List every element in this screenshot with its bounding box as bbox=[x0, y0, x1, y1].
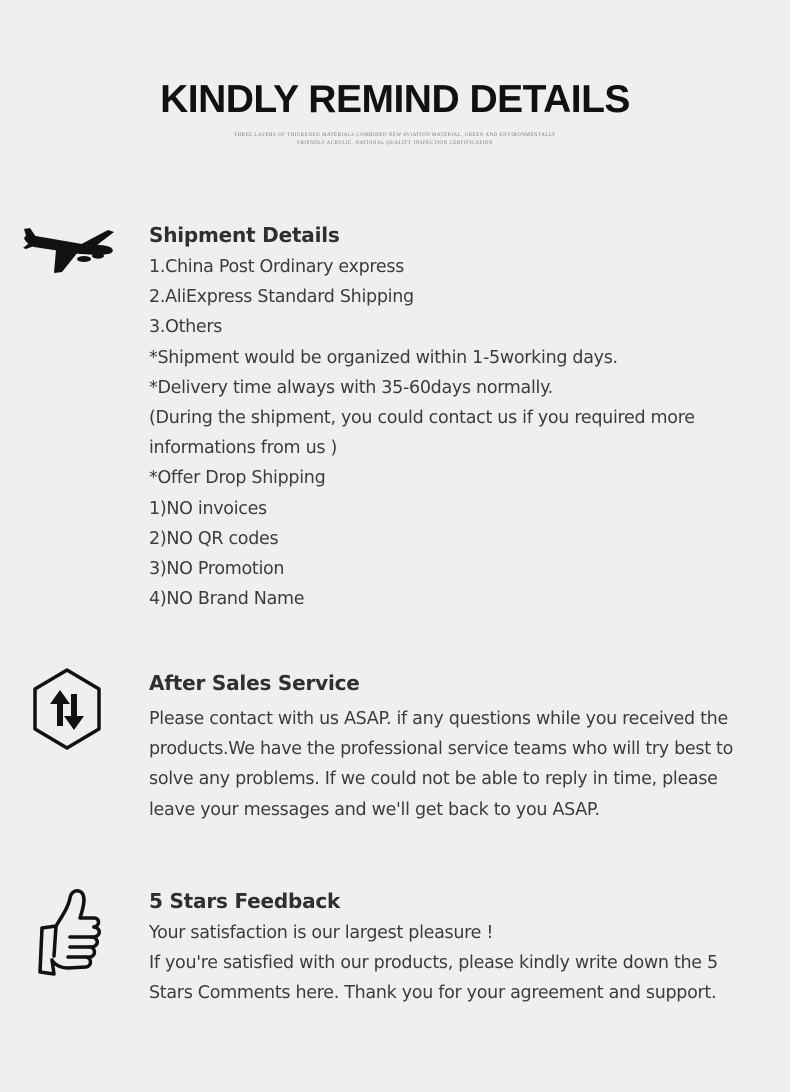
text-line: Your satisfaction is our largest pleasure ! bbox=[149, 923, 494, 943]
list-item: 3.Others bbox=[149, 317, 223, 338]
feedback-text bbox=[149, 918, 769, 1009]
shipment-details-list bbox=[149, 252, 769, 614]
text-line: leave your messages and we'll get back to you ASAP. bbox=[149, 799, 600, 820]
text-line: Please contact with us ASAP. if any questions while you received the bbox=[149, 709, 728, 729]
list-item: 2.AliExpress Standard Shipping bbox=[149, 287, 414, 308]
text-line: If you're satisfied with our products, please kindly write down the 5 bbox=[149, 953, 718, 974]
shipment-details-section bbox=[149, 220, 769, 614]
list-item: 2)NO QR codes bbox=[149, 528, 279, 549]
text-line: solve any problems. If we could not be able to reply in time, please bbox=[149, 769, 718, 790]
list-item: 1.China Post Ordinary express bbox=[149, 257, 405, 277]
list-item: *Delivery time always with 35-60days normally. bbox=[149, 377, 553, 398]
list-item: 1)NO invoices bbox=[149, 498, 267, 519]
list-item: 3)NO Promotion bbox=[149, 559, 285, 580]
subtitle-line: THREE LAYERS OF THICKENED MATERIALS COMBINED NEW AVIATION MATERIAL, GREEN AND ENVIRONMENTALLY bbox=[233, 133, 557, 138]
list-item: informations from us ) bbox=[149, 438, 337, 459]
list-item: (During the shipment, you could contact us if you required more bbox=[149, 408, 695, 429]
thumbs-up-icon bbox=[34, 886, 102, 984]
page-subtitle bbox=[215, 132, 575, 148]
shipment-details-heading: Shipment Details bbox=[149, 223, 340, 247]
airplane-icon bbox=[22, 226, 116, 276]
list-item: *Shipment would be organized within 1-5working days. bbox=[149, 347, 618, 368]
list-item: *Offer Drop Shipping bbox=[149, 468, 326, 489]
after-sales-section bbox=[149, 668, 769, 825]
subtitle-line: FRIENDLY ACRYLIC, NATIONAL QUALITY INSPECTION CERTIFICATION bbox=[297, 141, 493, 146]
feedback-section bbox=[149, 886, 769, 1009]
after-sales-heading: After Sales Service bbox=[149, 671, 360, 695]
text-line: Stars Comments here. Thank you for your agreement and support. bbox=[149, 983, 717, 1004]
list-item: 4)NO Brand Name bbox=[149, 589, 305, 610]
text-line: products.We have the professional service teams who will try best to bbox=[149, 739, 734, 760]
after-sales-text bbox=[149, 704, 769, 825]
exchange-hexagon-icon bbox=[32, 668, 102, 750]
page-title: KINDLY REMIND DETAILS bbox=[160, 78, 630, 121]
feedback-heading: 5 Stars Feedback bbox=[149, 889, 341, 913]
